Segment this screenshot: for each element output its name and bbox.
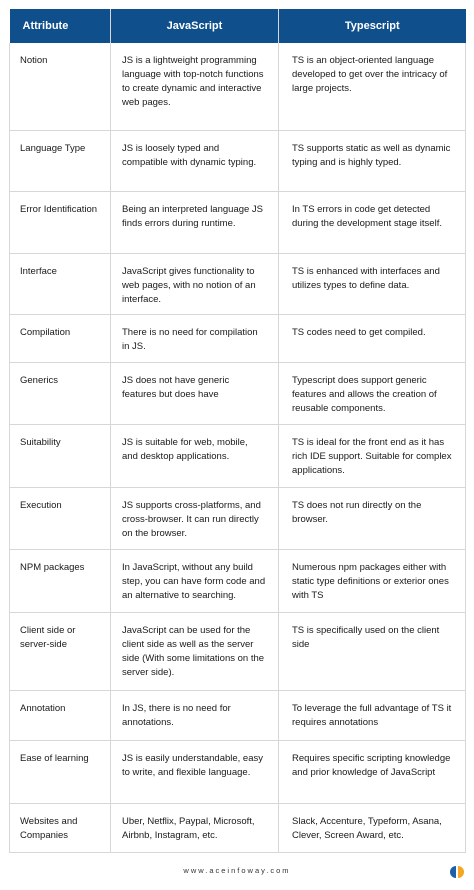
typescript-cell: Slack, Accenture, Typeform, Asana, Clever, Screen Award, etc.	[279, 803, 466, 852]
typescript-cell: Numerous npm packages either with static type definitions or exterior ones with TS	[279, 549, 466, 612]
typescript-cell: TS does not run directly on the browser.	[279, 487, 466, 549]
typescript-cell: TS is ideal for the front end as it has rich IDE support. Suitable for complex applications.	[279, 424, 466, 487]
typescript-cell: Typescript does support generic features and allows the creation of reusable components.	[279, 362, 466, 424]
table-row	[10, 191, 466, 253]
table-row	[10, 690, 466, 740]
comparison-table	[9, 9, 466, 853]
attribute-cell: Ease of learning	[10, 740, 111, 803]
javascript-cell: JS is loosely typed and compatible with dynamic typing.	[111, 130, 279, 191]
table-row	[10, 362, 466, 424]
attribute-cell: Execution	[10, 487, 111, 549]
attribute-cell: Interface	[10, 253, 111, 314]
table-header-row	[10, 9, 466, 43]
footer-url[interactable]: www.aceinfoway.com	[183, 866, 291, 875]
attribute-cell: Error Identification	[10, 191, 111, 253]
javascript-cell: JS is easily understandable, easy to write, and flexible language.	[111, 740, 279, 803]
attribute-cell: Websites and Companies	[10, 803, 111, 852]
typescript-cell: TS is enhanced with interfaces and utilizes types to define data.	[279, 253, 466, 314]
table-row	[10, 612, 466, 690]
typescript-cell: TS is an object-oriented language developed to get over the intricacy of large projects.	[279, 43, 466, 130]
javascript-cell: JS is suitable for web, mobile, and desktop applications.	[111, 424, 279, 487]
logo-orange-half	[458, 866, 464, 878]
table-row	[10, 803, 466, 852]
attribute-cell: Suitability	[10, 424, 111, 487]
table-row	[10, 487, 466, 549]
javascript-cell: JavaScript gives functionality to web pages, with no notion of an interface.	[111, 253, 279, 314]
attribute-cell: Client side or server-side	[10, 612, 111, 690]
javascript-cell: JavaScript can be used for the client side as well as the server side (With some limitations on the server side).	[111, 612, 279, 690]
javascript-cell: JS is a lightweight programming language with top-notch functions to create dynamic and interactive web pages.	[111, 43, 279, 130]
javascript-cell: JS supports cross-platforms, and cross-browser. It can run directly on the browser.	[111, 487, 279, 549]
javascript-cell: JS does not have generic features but does have	[111, 362, 279, 424]
table-row	[10, 253, 466, 314]
typescript-cell: TS is specifically used on the client side	[279, 612, 466, 690]
header-typescript: Typescript	[279, 9, 466, 43]
attribute-cell: Annotation	[10, 690, 111, 740]
typescript-cell: To leverage the full advantage of TS it requires annotations	[279, 690, 466, 740]
javascript-cell: In JS, there is no need for annotations.	[111, 690, 279, 740]
javascript-cell: There is no need for compilation in JS.	[111, 314, 279, 362]
aceinfoway-logo-icon	[449, 865, 465, 879]
header-attribute: Attribute	[10, 9, 111, 43]
javascript-cell: Uber, Netflix, Paypal, Microsoft, Airbnb, Instagram, etc.	[111, 803, 279, 852]
typescript-cell: TS supports static as well as dynamic typing and is highly typed.	[279, 130, 466, 191]
table-row	[10, 424, 466, 487]
table-row	[10, 43, 466, 130]
logo-blue-half	[450, 866, 456, 878]
javascript-cell: In JavaScript, without any build step, you can have form code and an alternative to searching.	[111, 549, 279, 612]
table-row	[10, 314, 466, 362]
table-row	[10, 549, 466, 612]
attribute-cell: NPM packages	[10, 549, 111, 612]
table-row	[10, 740, 466, 803]
attribute-cell: Notion	[10, 43, 111, 130]
typescript-cell: TS codes need to get compiled.	[279, 314, 466, 362]
attribute-cell: Compilation	[10, 314, 111, 362]
javascript-cell: Being an interpreted language JS finds errors during runtime.	[111, 191, 279, 253]
typescript-cell: Requires specific scripting knowledge and prior knowledge of JavaScript	[279, 740, 466, 803]
typescript-cell: In TS errors in code get detected during the development stage itself.	[279, 191, 466, 253]
header-javascript: JavaScript	[111, 9, 279, 43]
attribute-cell: Language Type	[10, 130, 111, 191]
attribute-cell: Generics	[10, 362, 111, 424]
table-row	[10, 130, 466, 191]
